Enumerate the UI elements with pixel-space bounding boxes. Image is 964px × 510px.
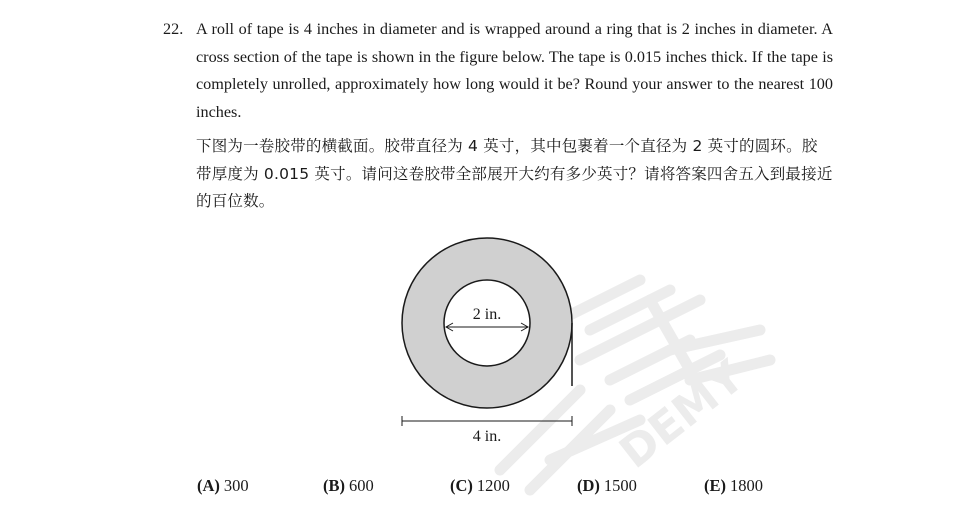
choice-letter: (E) xyxy=(704,476,726,495)
choice-c[interactable] xyxy=(450,476,510,496)
choice-value: 1800 xyxy=(730,476,763,495)
choice-letter: (B) xyxy=(323,476,345,495)
outer-diameter-label: 4 in. xyxy=(472,428,502,445)
choice-value: 1500 xyxy=(603,476,637,495)
tape-cross-section-figure xyxy=(390,236,590,456)
choice-letter: (A) xyxy=(197,476,220,495)
problem-statement-english: A roll of tape is 4 inches in diameter and is wrapped around a ring that is 2 inches in diameter. A cross section of the tape is shown in the figure below. The tape is 0.015 inches thick. If the tape is completely unrolled, approximately how long would it be? Round your answer to the nearest 100 inches. xyxy=(196,20,833,121)
choice-value: 600 xyxy=(349,476,374,495)
answer-choices xyxy=(197,476,837,500)
choice-letter: (C) xyxy=(450,476,473,495)
choice-letter: (D) xyxy=(577,476,600,495)
problem-text-chinese: 下图为一卷胶带的横截面。胶带直径为 4 英寸，其中包裹着一个直径为 2 英寸的圆环。胶带厚度为 0.015 英寸。请问这卷胶带全部展开大约有多少英寸？请将答案四舍五入到最接近的百位数。 xyxy=(196,137,833,210)
problem-text-english xyxy=(163,16,833,126)
ring-inner-circle xyxy=(444,280,530,366)
tape-diagram xyxy=(390,236,590,456)
inner-diameter-label: 2 in. xyxy=(472,306,502,323)
choice-a[interactable] xyxy=(197,476,249,496)
problem-22 xyxy=(163,16,833,216)
choice-d[interactable] xyxy=(577,476,637,496)
problem-number: 22. xyxy=(163,20,184,38)
choice-e[interactable] xyxy=(704,476,763,496)
svg-text:DEMY: DEMY xyxy=(610,350,754,479)
choice-b[interactable] xyxy=(323,476,374,496)
choice-value: 300 xyxy=(223,476,249,495)
choice-value: 1200 xyxy=(476,476,510,495)
